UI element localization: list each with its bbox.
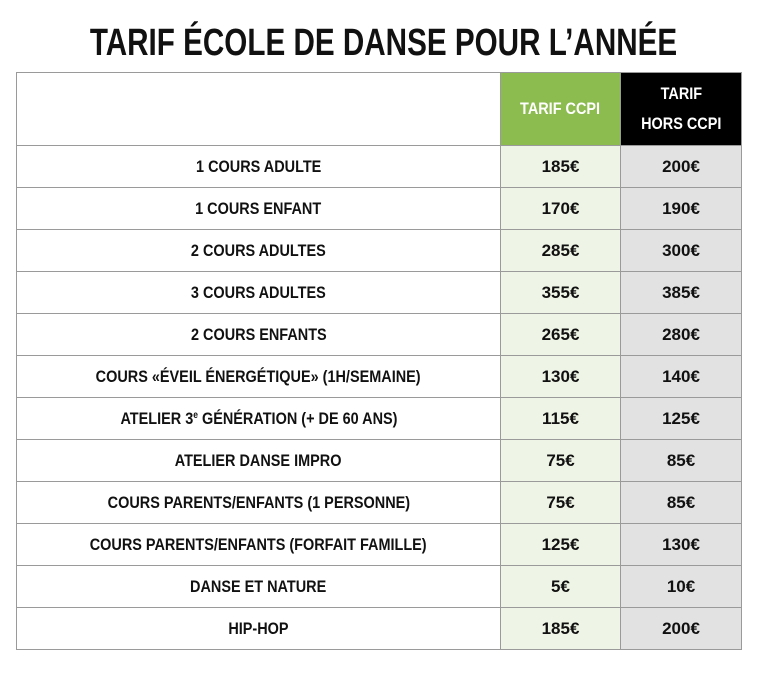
row-label — [17, 482, 501, 524]
row-label-part-b: GÉNÉRATION (+ DE 60 ANS) — [197, 408, 398, 428]
row-label — [17, 272, 501, 314]
row-label — [17, 398, 501, 440]
row-label-text: HIP-HOP — [228, 618, 289, 638]
table-row — [17, 314, 742, 356]
price-ccpi: 75€ — [501, 440, 621, 482]
price-hors-ccpi: 200€ — [621, 608, 742, 650]
row-label — [17, 230, 501, 272]
table-row — [17, 440, 742, 482]
price-hors-ccpi: 140€ — [621, 356, 742, 398]
tarif-table — [16, 72, 742, 650]
row-label-text: 2 COURS ENFANTS — [190, 324, 327, 344]
row-label — [17, 146, 501, 188]
price-ccpi: 115€ — [501, 398, 621, 440]
row-label-text: COURS PARENTS/ENFANTS (FORFAIT FAMILLE) — [90, 534, 427, 554]
price-ccpi: 130€ — [501, 356, 621, 398]
table-row — [17, 524, 742, 566]
row-label-text: 1 COURS ADULTE — [195, 156, 322, 176]
header-tarif-hors-line1: TARIF — [660, 84, 702, 103]
row-label — [17, 356, 501, 398]
price-hors-ccpi: 10€ — [621, 566, 742, 608]
price-ccpi: 5€ — [501, 566, 621, 608]
price-hors-ccpi: 280€ — [621, 314, 742, 356]
price-ccpi: 170€ — [501, 188, 621, 230]
row-label-text — [120, 409, 397, 429]
price-hors-ccpi: 385€ — [621, 272, 742, 314]
table-row — [17, 146, 742, 188]
price-ccpi: 185€ — [501, 608, 621, 650]
row-label-text: COURS PARENTS/ENFANTS (1 PERSONNE) — [107, 492, 410, 512]
price-hors-ccpi: 85€ — [621, 482, 742, 524]
row-label-text: 2 COURS ADULTES — [191, 240, 326, 260]
row-label-superscript: e — [192, 409, 198, 421]
price-ccpi: 355€ — [501, 272, 621, 314]
header-tarif-ccpi-text: TARIF CCPI — [520, 99, 601, 118]
table-row — [17, 482, 742, 524]
row-label — [17, 314, 501, 356]
row-label-text: ATELIER DANSE IMPRO — [175, 450, 342, 470]
row-label-text: 3 COURS ADULTES — [191, 282, 326, 302]
price-ccpi: 185€ — [501, 146, 621, 188]
table-row — [17, 398, 742, 440]
row-label-part-a: ATELIER 3 — [119, 408, 193, 428]
price-hors-ccpi: 85€ — [621, 440, 742, 482]
page-title: TARIF ÉCOLE DE DANSE POUR L’ANNÉE — [89, 22, 678, 64]
price-ccpi: 285€ — [501, 230, 621, 272]
header-tarif-ccpi — [501, 73, 621, 146]
table-row — [17, 356, 742, 398]
table-row — [17, 608, 742, 650]
row-label — [17, 608, 501, 650]
price-hors-ccpi: 300€ — [621, 230, 742, 272]
price-hors-ccpi: 200€ — [621, 146, 742, 188]
price-ccpi: 125€ — [501, 524, 621, 566]
row-label — [17, 440, 501, 482]
table-row — [17, 566, 742, 608]
row-label — [17, 524, 501, 566]
price-ccpi: 265€ — [501, 314, 621, 356]
table-row — [17, 188, 742, 230]
price-ccpi: 75€ — [501, 482, 621, 524]
header-tarif-hors-ccpi — [621, 73, 742, 146]
row-label — [17, 566, 501, 608]
table-row — [17, 272, 742, 314]
row-label-text: 1 COURS ENFANT — [195, 198, 322, 218]
price-hors-ccpi: 125€ — [621, 398, 742, 440]
header-label-cell — [17, 73, 501, 146]
header-tarif-hors-line2: HORS CCPI — [640, 114, 722, 133]
price-hors-ccpi: 190€ — [621, 188, 742, 230]
row-label-text: COURS «ÉVEIL ÉNERGÉTIQUE» (1H/SEMAINE) — [96, 366, 421, 386]
price-hors-ccpi: 130€ — [621, 524, 742, 566]
row-label-text: DANSE ET NATURE — [190, 576, 327, 596]
table-row — [17, 230, 742, 272]
row-label — [17, 188, 501, 230]
header-row — [17, 73, 742, 146]
